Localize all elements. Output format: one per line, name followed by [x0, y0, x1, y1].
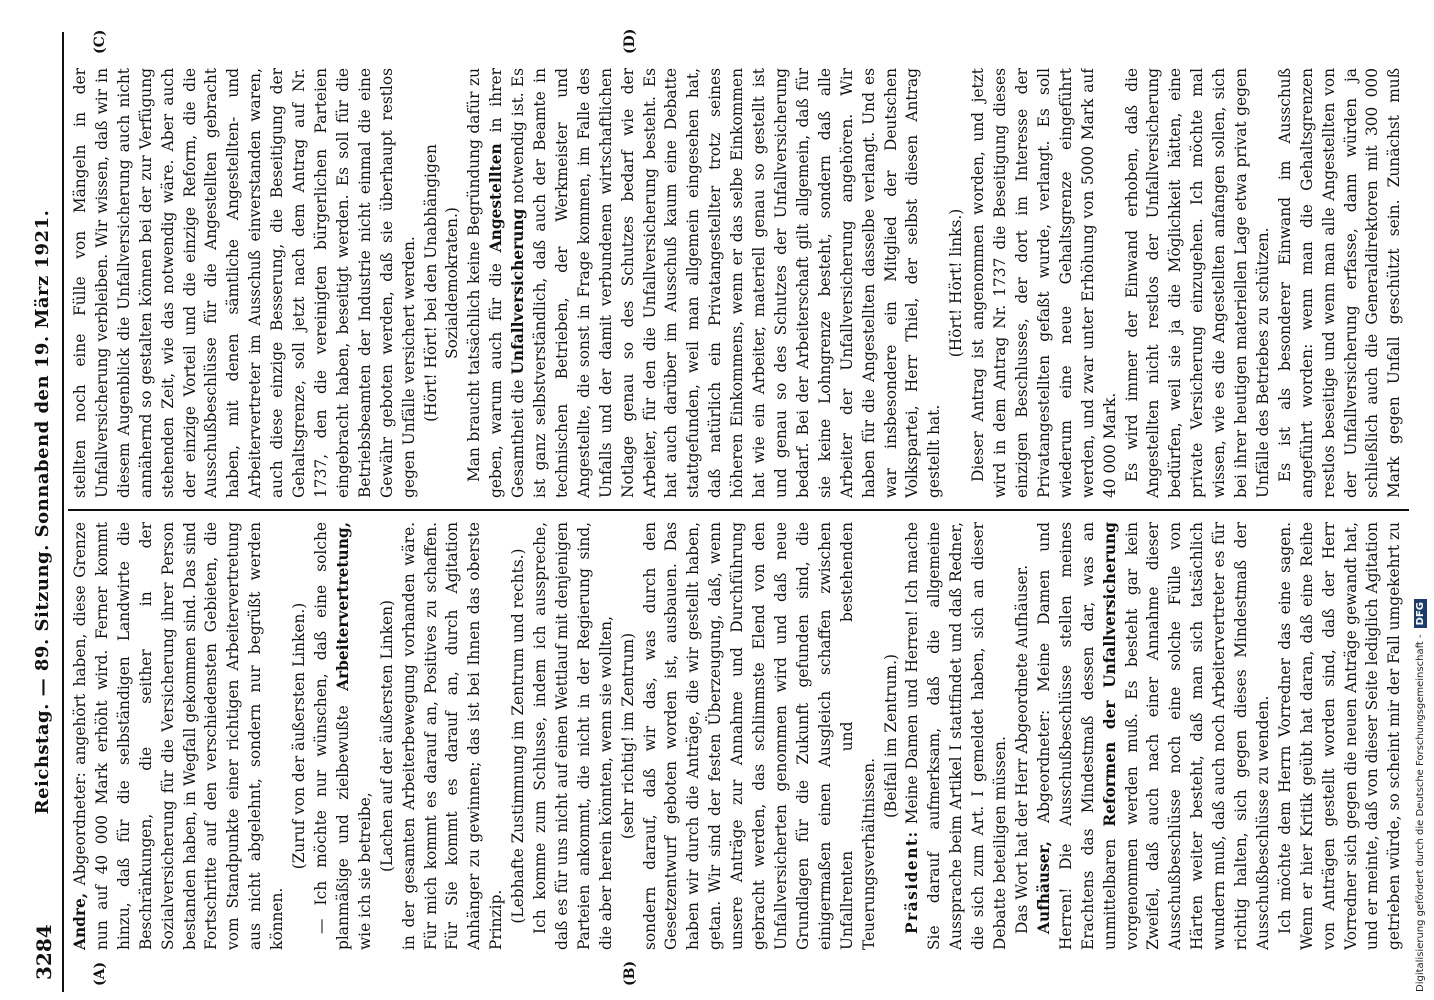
margin-marker-b: (B) [622, 960, 638, 986]
paragraph [902, 522, 1012, 950]
credit-line [1410, 8, 1432, 992]
interjection: (Hört! Hört! bei den Unabhängigen Sozialdemokraten.) [421, 144, 462, 422]
speech-text: wie ich sie betreibe, [355, 792, 374, 950]
column-divider [68, 509, 1409, 511]
page-number: 3284 [32, 924, 56, 980]
credit-text: Digitalisierung gefördert durch die Deutsche Forschungsgemeinschaft - [1415, 634, 1426, 992]
speaker-name: Andre, [71, 892, 89, 950]
interjection: (Lachen auf der äußersten Linken) [377, 600, 396, 872]
digitization-credit [1408, 8, 1430, 992]
interjection: (Zuruf von der äußersten Linken.) [290, 602, 309, 870]
emphasis-text: Reformen der Unfallversicherung [1100, 522, 1119, 827]
paragraph: Es ist als besonderer Einwand im Ausschuß angeführt worden: wenn man die Gehaltsgrenzen restlos beseitige und wenn man alle Angestellten von der Unfallversicherung erfasse, dann würden ja schließlich auch die Generaldirektoren mit 300 000 Mark gegen Unfall geschützt sein. Zunächst muß [1275, 68, 1404, 498]
paragraph [70, 522, 289, 950]
interjection: (sehr richtig! im Zentrum) [618, 632, 637, 840]
speech-text: Meine Damen und Herren! Die Ausschußbeschlüsse stellen meines Erachtens das Mindestmaß dessen dar, was an unmittelbaren [1034, 522, 1119, 950]
margin-marker-c: (C) [92, 29, 108, 54]
speaker-name: Präsident: [903, 830, 922, 934]
paragraph: stellten noch eine Fülle von Mängeln in der Unfallversicherung verbleiben. Wir wissen, daß wir in diesem Augenblick die Unfallversicherung auch nicht annähernd so gestalten können bei der zur Verfügung stehenden Zeit, wie das notwendig wäre. Aber auch der einzige Vorteil und die einzige Reform, die die Ausschußbeschlüsse für die Angestellten gebracht haben, mit denen sämtliche Angestellten- und Arbeitervertreter im Ausschuß einverstanden waren, auch diese einzige Besserung, die Beseitigung der Gehaltsgrenze, soll jetzt nach dem Antrag auf Nr. 1737, den die vereinigten bürgerlichen Parteien eingebracht haben, beseitigt werden. Es soll für die Betriebsbeamten der Industrie nicht einmal die eine Gewähr geboten werden, daß sie überhaupt restlos gegen Unfälle versichert werden. [71, 68, 418, 498]
emphasis-text: Arbeitervertretung, [333, 522, 352, 691]
speech-text: vorgenommen werden muß. Es besteht gar kein Zweifel, daß auch nach einer Annahme dieser Ausschußbeschlüsse noch eine solche Fülle von Härten weiter besteht, daß man sich tatsächlich wundern muß, daß auch noch Arbeitervertreter es für richtig halten, sich gegen dieses Mindestmaß der Ausschußbeschlüsse zu wenden. [1122, 522, 1272, 950]
paragraph: Ich möchte dem Herrn Vorredner das eine sagen. Wenn er hier Kritik geübt hat daran, daß eine Reihe von Anträgen gestellt worden sind, daß der Herr Vorredner sich gegen die neuen Anträge gewandt hat, und er meinte, daß von dieser Seite lediglich Agitation getrieben würde, so scheint mir der Fall umgekehrt zu [1275, 522, 1404, 950]
right-column [70, 68, 1409, 498]
margin-marker-a: (A) [92, 961, 108, 986]
paragraph [311, 522, 377, 950]
speaker-name: Aufhäuser, [1034, 841, 1053, 934]
left-column [70, 522, 1409, 950]
rotated-document-page [22, 28, 1417, 992]
speaker-role: Abgeordneter: [71, 772, 89, 886]
speech-text: — Ich möchte nur wünschen, daß eine solche planmäßige und zielbewußte [311, 522, 352, 950]
page-title: Reichstag. — 89. Sitzung. Sonnabend den 19. März 1921. [32, 209, 53, 815]
speaker-role: Abgeordneter: [1034, 709, 1053, 824]
paragraph: in der gesamten Arbeiterbewegung vorhanden wäre. Für mich kommt es darauf an, Positives zu schaffen. Für Sie kommt es darauf an, durch Agitation Anhänger zu gewinnen; das ist bei Ihnen das oberste Prinzip. [399, 522, 506, 950]
paragraph: Dieser Antrag ist angenommen worden, und jetzt wird in dem Antrag Nr. 1737 die Beseitigung dieses einzigen Beschlusses, der dort im Interesse der Privatangestellten gefaßt wurde, verlangt. Es soll wiederum eine neue Gehaltsgrenze eingeführt werden, und zwar unter Erhöhung von 5000 Mark auf 40 000 Mark. [969, 68, 1119, 498]
emphasis-text: Angestellten [487, 143, 506, 253]
applause-note: (Beifall im Zentrum.) [881, 653, 900, 819]
paragraph [1034, 522, 1275, 950]
interjection: (Hört! Hört! links.) [947, 208, 966, 358]
paragraph: Ich komme zum Schlusse, indem ich ausspreche, daß es für uns nicht auf einen Wettlauf mit denjenigen Parteien ankommt, die nicht in der Regierung sind, die aber herein könnten, wenn sie wollten, [531, 522, 615, 950]
paragraph: sondern darauf, daß wir das, was durch den Gesetzentwurf geboten worden ist, ausbauen. Das haben wir durch die Anträge, die wir gestellt haben, getan. Wir sind der festen Überzeugung, daß, wenn unsere Anträge zur Annahme und Durchführung gebracht werden, das schlimmste Elend von den Unfallversicherten genommen wird und daß neue Grundlagen für die Zukunft gefunden sind, die einigermaßen einen Ausgleich schaffen zwischen Unfallrenten und bestehenden Teuerungsverhältnissen. [640, 522, 878, 950]
paragraph [464, 68, 946, 498]
dfg-logo-icon: DFG [1414, 599, 1427, 628]
speech-text: in ihrer Gesamtheit die [487, 68, 528, 498]
speech-text: notwendig ist. Es ist ganz selbstverständlich, daß auch der Beamte in technischen Betrieben, der Werkmeister und Angestellte, die sonst in Frage kommen, im Falle des Unfalls und der damit verbundenen wirtschaftlichen Notlage genau so des Schutzes bedarf wie der Arbeiter, für den die Unfallversicherung besteht. Es hat auch darüber im Ausschuß kaum eine Debatte stattgefunden, weil man allgemein eingesehen hat, daß natürlich ein Privatangestellter trotz seines höheren Einkommens, wenn er das selbe Einkommen hat wie ein Arbeiter, materiell genau so gestellt ist und genau so des Schutzes der Unfallversicherung bedarf. Bei der Arbeiterschaft gilt allgemein, daß für sie keine Lohngrenze besteht, sondern daß alle Arbeiter der Unfallversicherung angehören. Wir haben für die Angestellten dasselbe verlangt. Und es war insbesondere ein Mitglied der Deutschen Volkspartei, Herr Thiel, der selbst diesen Antrag gestellt hat. [509, 68, 944, 498]
paragraph: Es wird immer der Einwand erhoben, daß die Angestellten nicht restlos der Unfallversicherung bedürfen, weil sie ja die Möglichkeit hätten, eine private Versicherung einzugehen. Ich möchte mal wissen, wie es die Angestellten anfangen sollen, sich bei ihrer heutigen materiellen Lage etwa privat gegen Unfälle des Betriebes zu schützen. [1122, 68, 1272, 498]
speech-text: Meine Damen und Herren! Ich mache Sie darauf aufmerksam, daß die allgemeine Aussprache beim Artikel I stattfindet und daß Redner, die sich zum Art. I gemeldet haben, sich an dieser Debatte beteiligen müssen. [903, 522, 1010, 950]
speech-text: Man braucht tatsächlich keine Begründung dafür zu geben, warum auch für die [465, 68, 506, 498]
interjection: (Lebhafte Zustimmung im Zentrum und rechts.) [509, 548, 528, 924]
emphasis-text: Unfallversicherung [509, 208, 528, 375]
speech-text: angehört haben, diese Grenze nun auf 40 000 Mark erhöht wird. Ferner kommt hinzu, daß für die selbständigen Landwirte die Beschränkungen, die seither in der Sozialversicherung für die Versicherung ihrer Person bestanden haben, in Wegfall gekommen sind. Das sind Fortschritte auf den verschiedensten Gebieten, die vom Standpunkte einer richtigen Arbeitervertretung aus nicht abgelehnt, sondern nur begrüßt werden können. [71, 522, 287, 950]
page-header [22, 32, 64, 992]
paragraph: Das Wort hat der Herr Abgeordnete Aufhäuser. [1012, 564, 1031, 934]
margin-marker-d: (D) [622, 28, 638, 54]
